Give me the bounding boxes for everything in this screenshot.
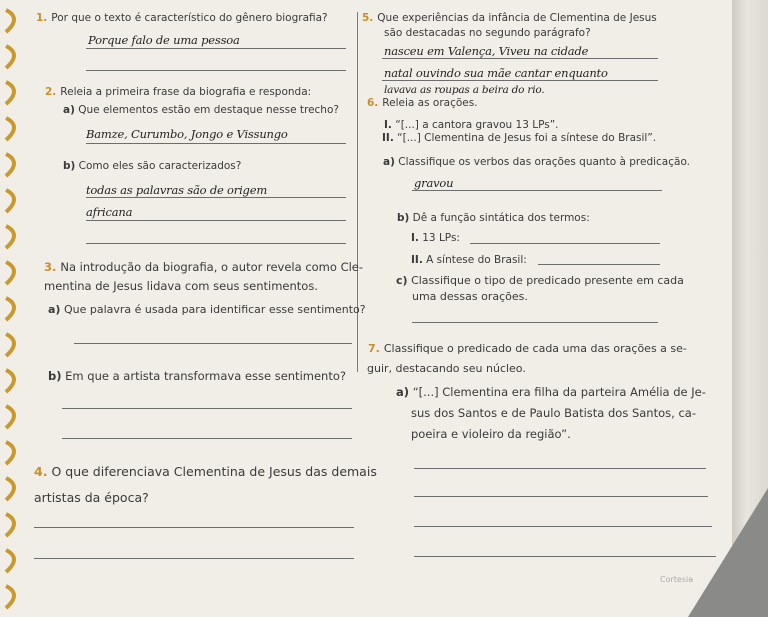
handwritten-answer: natal ouvindo sua mãe cantar enquanto [384,66,608,80]
sentence-ii [382,132,656,144]
question-2 [45,86,311,98]
question-2a [63,104,339,116]
item-label: I. [384,119,392,131]
question-text: Classifique o predicado de cada uma das orações a se- [383,342,687,355]
item-text: Classifique o tipo de predicado presente em cada [411,274,684,287]
item-label: I. [411,232,419,244]
answer-line[interactable] [86,70,346,71]
answer-line[interactable] [34,558,354,559]
question-6b-i [411,232,460,244]
item-label: II. [411,254,423,266]
item-label: b) [63,160,76,172]
column-divider [357,12,358,372]
question-number: 6. [367,97,379,109]
handwritten-answer: lavava as roupas a beira do rio. [384,84,545,96]
question-4-line2: artistas da época? [34,490,149,505]
question-6c [396,274,684,287]
question-text: Na introdução da biografia, o autor revela como Cle- [60,260,364,274]
answer-line[interactable] [86,197,346,198]
answer-line[interactable] [412,322,658,323]
question-4 [34,464,377,479]
answer-line[interactable] [86,48,346,49]
answer-line[interactable] [74,343,352,344]
item-text: Dê a função sintática dos termos: [412,212,590,224]
answer-line[interactable] [86,143,346,144]
question-number: 3. [44,260,57,274]
answer-line[interactable] [382,80,658,81]
question-6b [397,212,590,224]
answer-line[interactable] [34,527,354,528]
item-text: Como eles são caracterizados? [78,160,242,172]
question-number: 1. [36,12,48,24]
answer-line[interactable] [412,190,662,191]
question-text: Releia a primeira frase da biografia e responda: [60,86,312,98]
watermark: Cortesia [660,575,694,584]
question-3-line2: mentina de Jesus lidava com seus sentimentos. [44,279,318,293]
answer-line[interactable] [86,220,346,221]
question-7 [368,342,687,355]
question-3b [48,369,346,383]
item-label: II. [382,132,394,144]
question-7a-line2: sus dos Santos e de Paulo Batista dos Santos, ca- [411,406,696,420]
handwritten-answer: Porque falo de uma pessoa [88,33,240,47]
question-3 [44,260,363,274]
question-6c-line2: uma dessas orações. [412,290,528,303]
handwritten-answer: gravou [414,176,454,190]
item-text: 13 LPs: [422,232,460,244]
item-text: Classifique os verbos das orações quanto à predicação. [398,156,691,168]
item-text: “[...] a cantora gravou 13 LPs”. [395,119,559,131]
question-7-line2: guir, destacando seu núcleo. [367,362,526,375]
item-label: b) [48,369,62,383]
question-1 [36,12,328,24]
answer-line[interactable] [470,243,660,244]
question-text: Por que o texto é característico do gênero biografia? [51,12,328,24]
answer-line[interactable] [538,264,660,265]
question-text: Releia as orações. [382,97,478,109]
item-label: c) [396,274,408,287]
item-label: a) [63,104,75,116]
question-number: 5. [362,12,374,24]
answer-line[interactable] [414,496,708,497]
answer-line[interactable] [62,408,352,409]
question-6a [383,156,690,168]
item-label: a) [396,385,410,399]
item-text: Que palavra é usada para identificar esse sentimento? [63,303,366,316]
sentence-i [384,119,559,131]
answer-line[interactable] [62,438,352,439]
handwritten-answer: Bamze, Curumbo, Jongo e Vissungo [86,127,288,141]
question-text: O que diferenciava Clementina de Jesus das demais [51,464,377,479]
question-7a-line3: poeira e violeiro da região”. [411,427,571,441]
question-5 [362,12,657,24]
question-6 [367,97,478,109]
item-label: a) [48,303,61,316]
answer-line[interactable] [414,556,716,557]
question-2b [63,160,241,172]
question-number: 4. [34,464,48,479]
question-5-line2: são destacadas no segundo parágrafo? [384,27,591,39]
question-text: Que experiências da infância de Clementina de Jesus [377,12,657,24]
handwritten-answer: nasceu em Valença, Viveu na cidade [384,44,589,58]
answer-line[interactable] [414,526,712,527]
item-text: Em que a artista transformava esse sentimento? [65,369,346,383]
question-6b-ii [411,254,527,266]
handwritten-answer: africana [86,205,133,219]
item-label: a) [383,156,395,168]
answer-line[interactable] [382,58,658,59]
question-3a [48,303,366,316]
question-number: 7. [368,342,380,355]
question-7a [396,385,706,399]
item-text: “[...] Clementina de Jesus foi a síntese do Brasil”. [397,132,657,144]
answer-line[interactable] [86,243,346,244]
spiral-binding [0,0,28,617]
item-text: Que elementos estão em destaque nesse trecho? [78,104,339,116]
item-label: b) [397,212,410,224]
question-number: 2. [45,86,57,98]
handwritten-answer: todas as palavras são de origem [86,183,268,197]
item-text: “[...] Clementina era filha da parteira Amélia de Je- [412,385,706,399]
answer-line[interactable] [414,468,706,469]
item-text: A síntese do Brasil: [426,254,527,266]
